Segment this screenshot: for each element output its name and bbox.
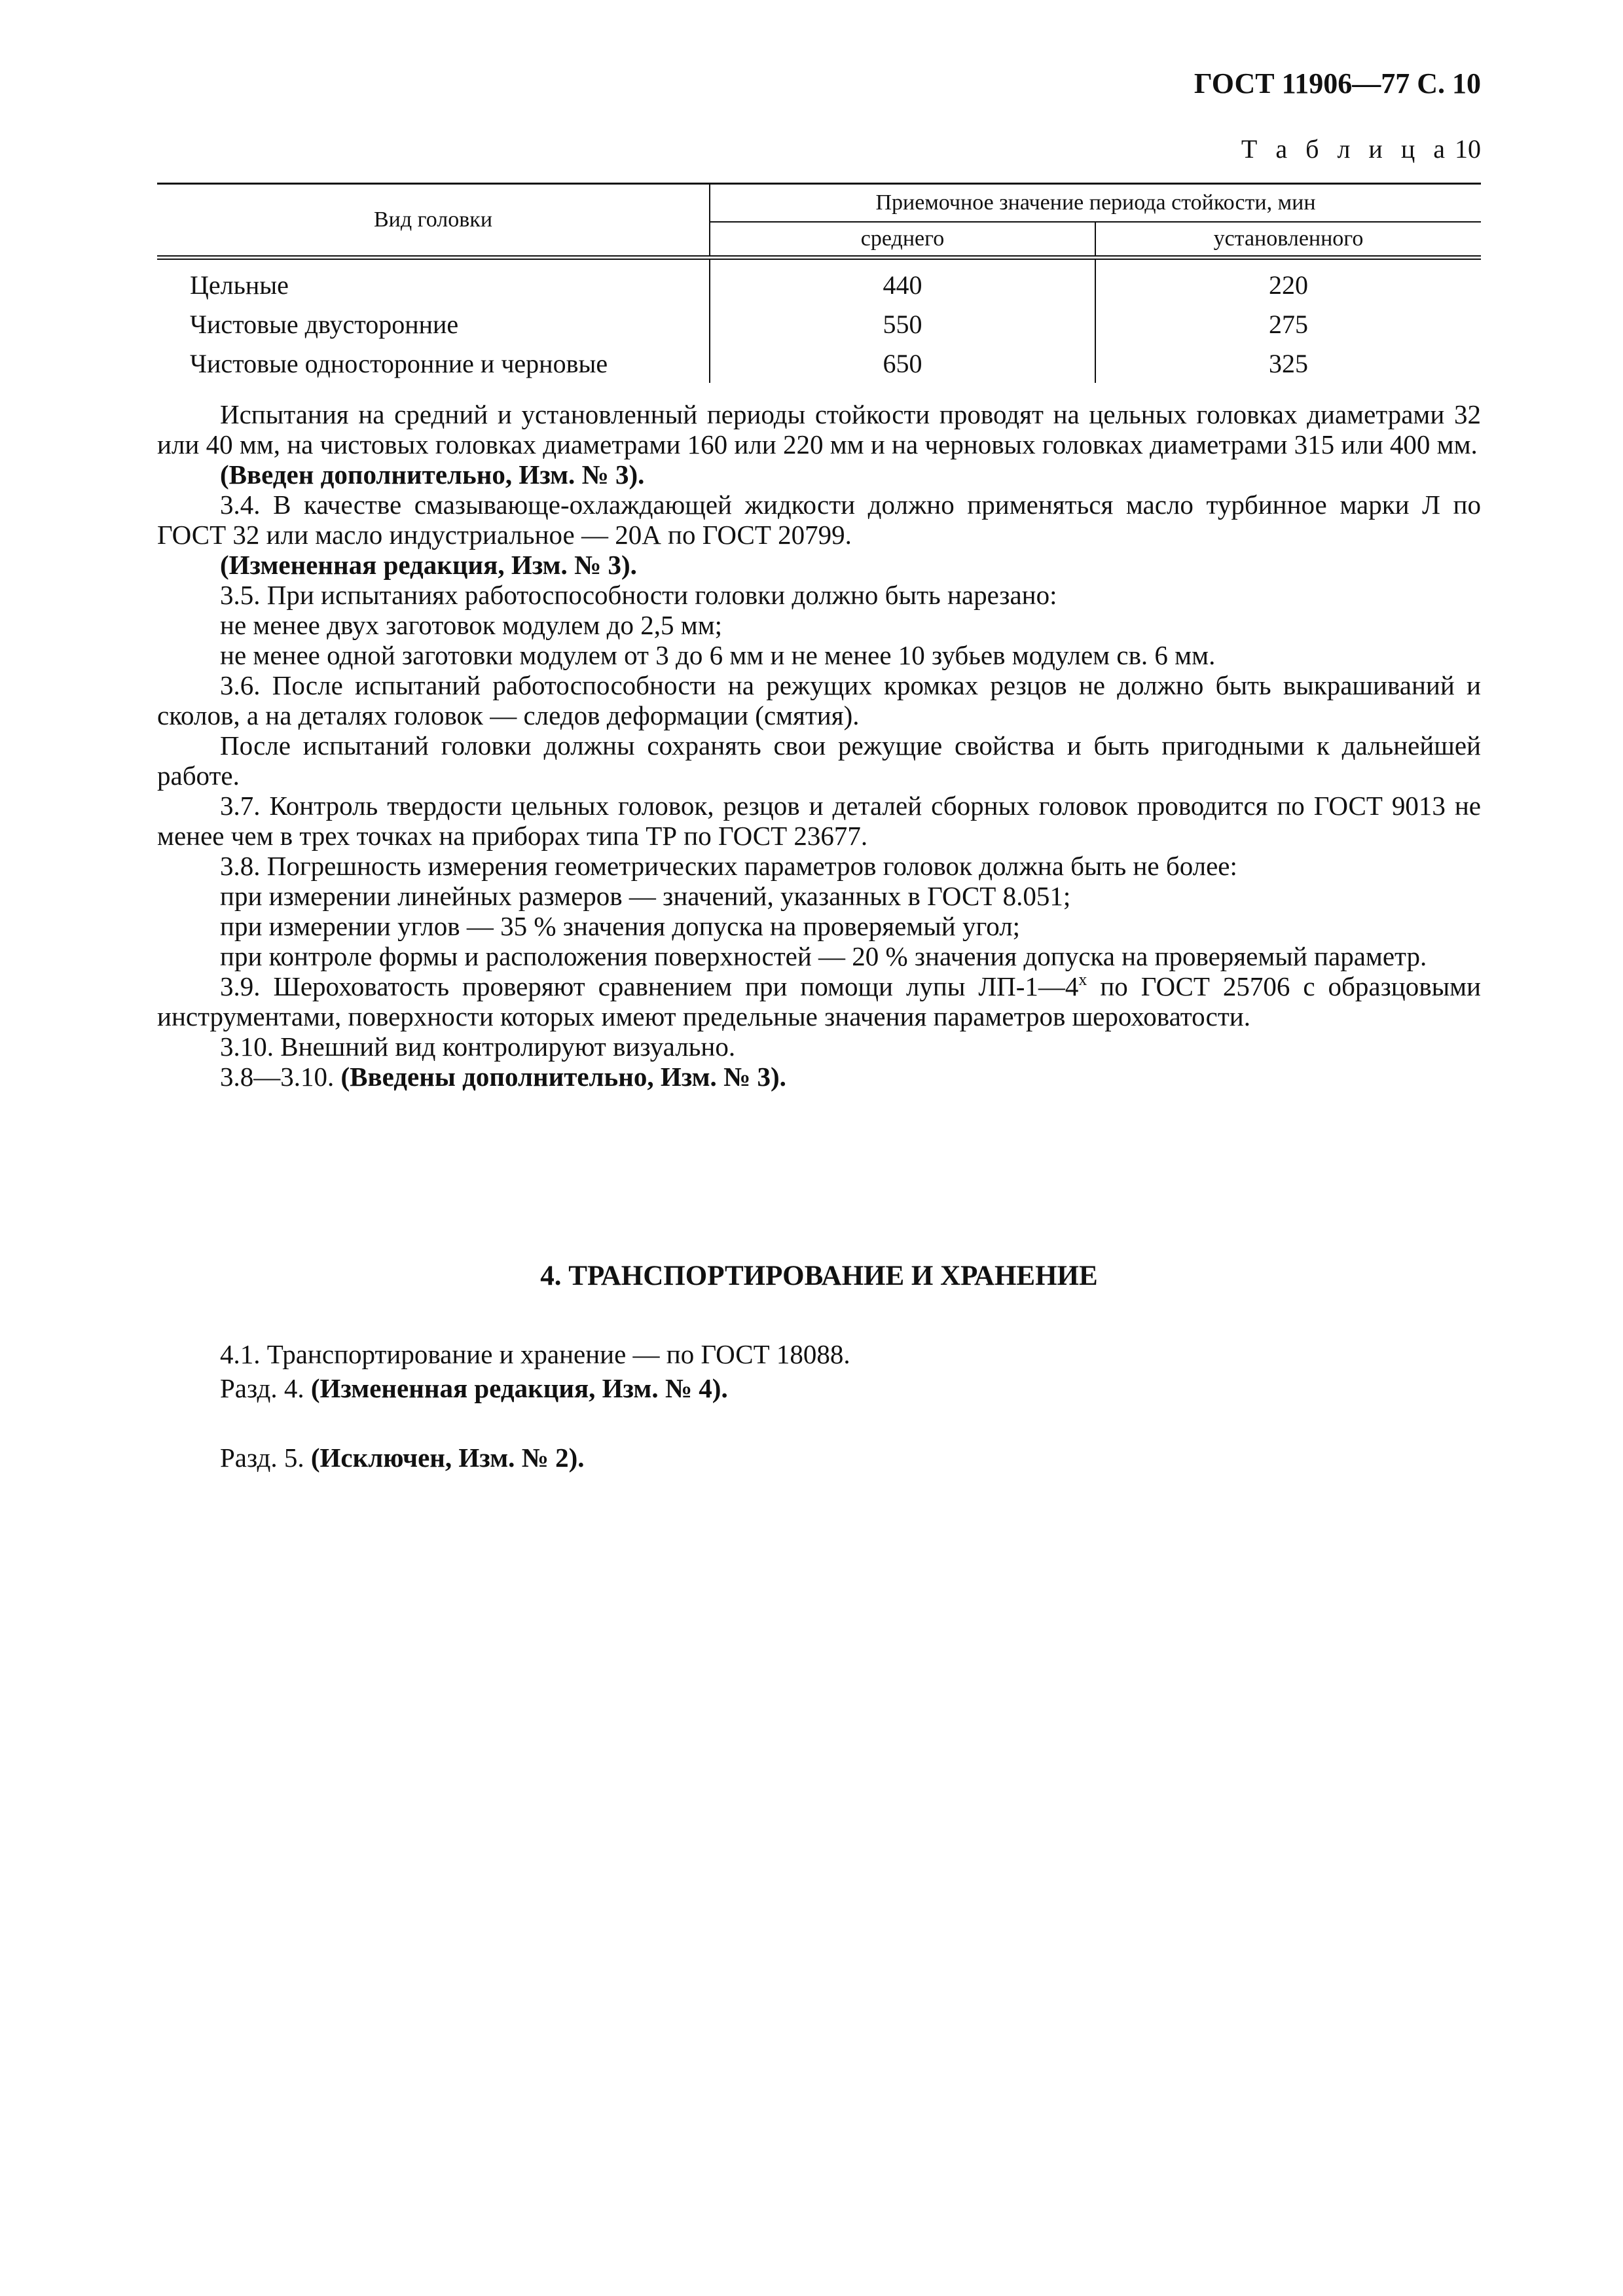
section-4-line-2-note: (Измененная редакция, Изм. № 4). bbox=[310, 1373, 728, 1403]
superscript-text: х bbox=[1078, 970, 1087, 989]
paragraph-text: После испытаний головки должны сохранять свои режущие свойства и быть пригодными к дальнейшей работе. bbox=[157, 730, 1481, 791]
section-4-line-2-prefix: Разд. 4. bbox=[220, 1373, 311, 1403]
paragraph-text: не менее одной заготовки модулем от 3 до 6 мм и не менее 10 зубьев модулем св. 6 мм. bbox=[220, 640, 1216, 670]
section-5-line-prefix: Разд. 5. bbox=[220, 1443, 311, 1473]
body-paragraph bbox=[157, 399, 1481, 459]
col-header-established: установленного bbox=[1095, 222, 1481, 258]
amendment-note: (Измененная редакция, Изм. № 3). bbox=[220, 550, 637, 580]
paragraph-text: Испытания на средний и установленный периоды стойкости проводят на цельных головках диаметрами 32 или 40 мм, на чистовых головках диаметрами 160 или 220 мм и на черновых головках диаметрами 315 или 400 мм. bbox=[157, 399, 1481, 459]
body-paragraph bbox=[157, 941, 1481, 971]
section-5-line-note: (Исключен, Изм. № 2). bbox=[310, 1443, 585, 1473]
table-cell-established: 275 bbox=[1269, 309, 1308, 339]
table-row bbox=[157, 344, 1481, 383]
table-header-row bbox=[157, 184, 1481, 222]
section-heading: 4. ТРАНСПОРТИРОВАНИЕ И ХРАНЕНИЕ bbox=[540, 1261, 1098, 1291]
body-paragraph bbox=[157, 1031, 1481, 1062]
body-paragraph bbox=[157, 911, 1481, 941]
page-header: ГОСТ 11906—77 С. 10 bbox=[1194, 67, 1481, 99]
paragraph-text: 3.9. Шероховатость проверяют сравнением при помощи лупы ЛП-1—4 bbox=[220, 971, 1079, 1001]
body-paragraph bbox=[157, 670, 1481, 730]
paragraph-text: при измерении линейных размеров — значений, указанных в ГОСТ 8.051; bbox=[220, 881, 1071, 911]
table-caption-label: Т а б л и ц а bbox=[1241, 134, 1451, 164]
table-caption-number: 10 bbox=[1455, 134, 1481, 164]
amendment-note: (Введен дополнительно, Изм. № 3). bbox=[220, 459, 645, 490]
amendment-note: (Введены дополнительно, Изм. № 3). bbox=[340, 1062, 786, 1092]
table-cell-average: 550 bbox=[710, 304, 1095, 344]
table-cell-kind: Чистовые двусторонние bbox=[157, 304, 710, 344]
table-body bbox=[157, 258, 1481, 384]
body-paragraph bbox=[157, 459, 1481, 490]
body-paragraph bbox=[157, 550, 1481, 580]
body-paragraph bbox=[157, 791, 1481, 851]
section-5-line bbox=[157, 1441, 1481, 1475]
body-paragraph bbox=[157, 490, 1481, 550]
paragraph-text: 3.8. Погрешность измерения геометрических параметров головок должна быть не более: bbox=[220, 851, 1237, 881]
table-cell-average: 440 bbox=[710, 258, 1095, 305]
table-cell-established: 325 bbox=[1269, 348, 1308, 378]
paragraph-text: 3.6. После испытаний работоспособности на режущих кромках резцов не должно быть выкрашиваний и сколов, а на деталях головок — следов деформации (смятия). bbox=[157, 670, 1481, 730]
section-4-text bbox=[157, 1337, 1481, 1475]
body-paragraph bbox=[157, 851, 1481, 881]
section-4-line-1: 4.1. Транспортирование и хранение — по ГОСТ 18088. bbox=[220, 1339, 850, 1369]
table-row bbox=[157, 304, 1481, 344]
paragraph-text: при измерении углов — 35 % значения допуска на проверяемый угол; bbox=[220, 911, 1021, 941]
paragraph-text: не менее двух заготовок модулем до 2,5 мм; bbox=[220, 610, 723, 640]
paragraph-text: при контроле формы и расположения поверхностей — 20 % значения допуска на проверяемый параметр. bbox=[220, 941, 1427, 971]
paragraph-text: 3.8—3.10. bbox=[220, 1062, 341, 1092]
body-text bbox=[157, 399, 1481, 1092]
paragraph-text: 3.10. Внешний вид контролируют визуально. bbox=[220, 1031, 736, 1062]
col-header-group: Приемочное значение периода стойкости, мин bbox=[710, 184, 1481, 222]
table-cell-kind: Цельные bbox=[157, 258, 710, 305]
stability-period-table bbox=[157, 183, 1481, 383]
table-cell-established: 220 bbox=[1269, 270, 1308, 300]
body-paragraph bbox=[157, 1062, 1481, 1092]
paragraph-text: 3.7. Контроль твердости цельных головок, резцов и деталей сборных головок проводится по ГОСТ 9013 не менее чем в трех точках на приборах типа ТР по ГОСТ 23677. bbox=[157, 791, 1481, 851]
body-paragraph bbox=[157, 730, 1481, 791]
section-4-line-2 bbox=[157, 1371, 1481, 1405]
table-row bbox=[157, 258, 1481, 305]
table-cell-kind: Чистовые односторонние и черновые bbox=[157, 344, 710, 383]
paragraph-text: 3.4. В качестве смазывающе-охлаждающей жидкости должно применяться масло турбинное марки Л по ГОСТ 32 или масло индустриальное — 20А по ГОСТ 20799. bbox=[157, 490, 1481, 550]
col-header-average: среднего bbox=[710, 222, 1095, 258]
body-paragraph bbox=[157, 881, 1481, 911]
table-caption bbox=[1113, 133, 1481, 166]
body-paragraph bbox=[157, 640, 1481, 670]
table-cell-average: 650 bbox=[710, 344, 1095, 383]
body-paragraph bbox=[157, 610, 1481, 640]
col-header-kind: Вид головки bbox=[157, 184, 710, 258]
body-paragraph bbox=[157, 580, 1481, 610]
paragraph-text: 3.5. При испытаниях работоспособности головки должно быть нарезано: bbox=[220, 580, 1057, 610]
paragraph-text: по ГОСТ 25706 с образцовыми инструментами, поверхности которых имеют предельные значения параметров шероховатости. bbox=[157, 971, 1482, 1031]
body-paragraph bbox=[157, 971, 1481, 1031]
